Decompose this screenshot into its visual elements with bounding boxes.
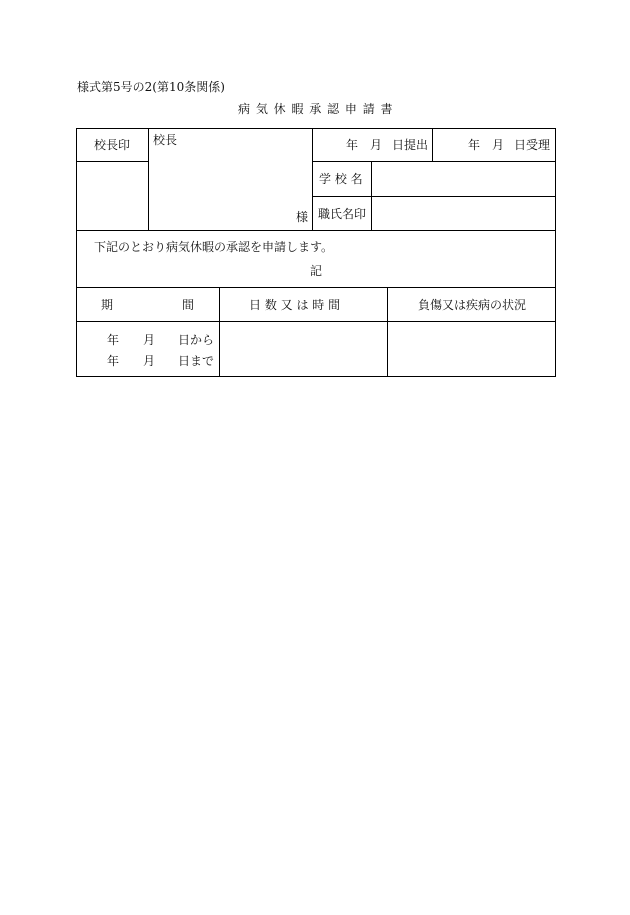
submit-day-label: 日提出 <box>392 138 429 152</box>
receive-day-label: 日受理 <box>514 138 551 152</box>
honorific-label: 様 <box>296 210 309 224</box>
form-number: 様式第5号の2(第10条関係) <box>77 80 225 94</box>
form-title: 病 気 休 暇 承 認 申 請 書 <box>238 102 394 116</box>
header-days-hours: 日 数 又 は 時 間 <box>249 298 341 312</box>
submit-year-label: 年 <box>346 138 359 152</box>
from-day-label: 日から <box>178 333 215 347</box>
ki-label: 記 <box>310 264 323 278</box>
name-seal-label: 職氏名印 <box>318 207 367 221</box>
principal-label: 校長 <box>153 133 178 147</box>
statement-text: 下記のとおり病気休暇の承認を申請します。 <box>94 240 334 254</box>
header-period-second: 間 <box>182 298 195 312</box>
receive-year-label: 年 <box>468 138 481 152</box>
principal-seal-label: 校長印 <box>94 138 131 152</box>
header-condition: 負傷又は疾病の状況 <box>418 298 527 312</box>
to-day-label: 日まで <box>178 354 215 368</box>
submit-month-label: 月 <box>370 138 383 152</box>
receive-month-label: 月 <box>492 138 505 152</box>
school-name-label: 学 校 名 <box>319 172 363 186</box>
from-year-label: 年 <box>107 333 120 347</box>
header-period-first: 期 <box>101 298 114 312</box>
to-month-label: 月 <box>143 354 156 368</box>
to-year-label: 年 <box>107 354 120 368</box>
from-month-label: 月 <box>143 333 156 347</box>
